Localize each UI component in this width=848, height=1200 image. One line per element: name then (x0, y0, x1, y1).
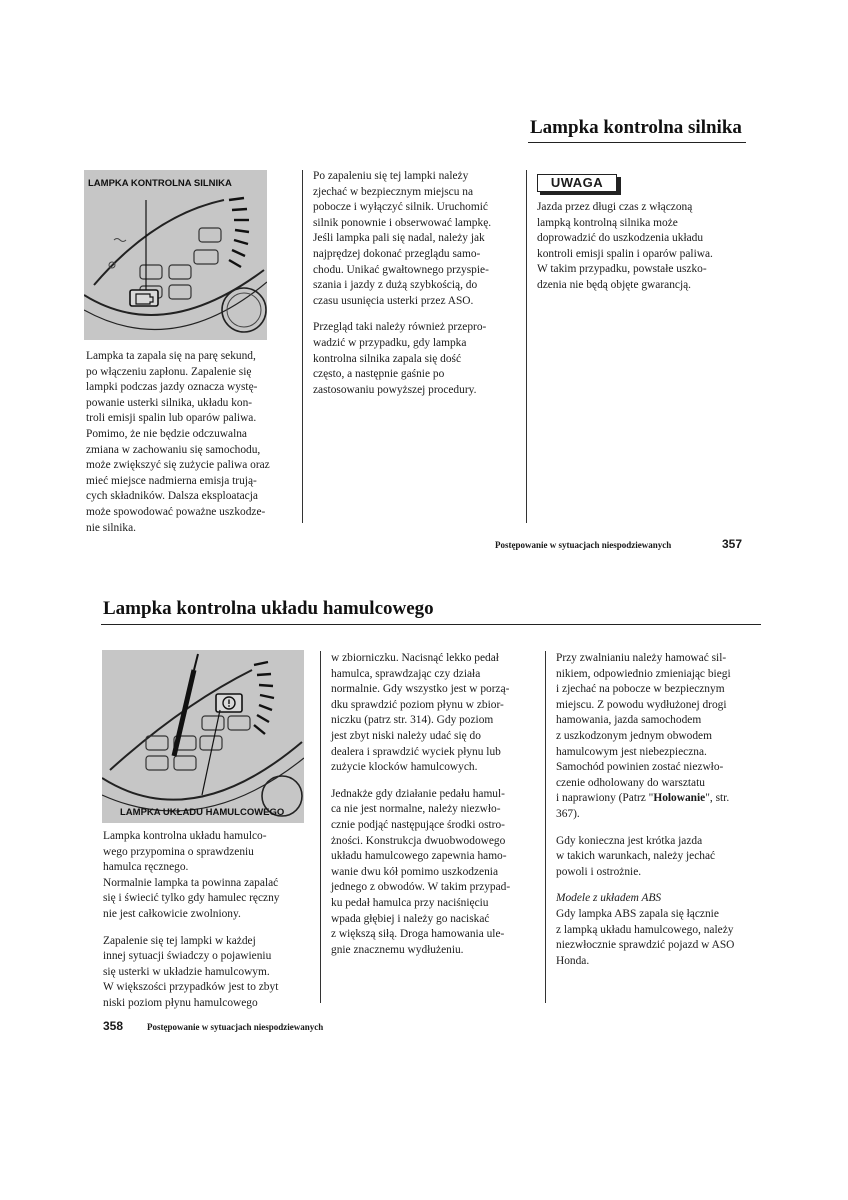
brake-paragraph-5 (556, 651, 768, 823)
page-number: 357 (722, 537, 743, 551)
column-divider (545, 651, 546, 1003)
title-rule (528, 142, 746, 143)
engine-lamp-description (86, 349, 298, 547)
column-divider (526, 170, 527, 523)
page-number: 358 (103, 1019, 124, 1033)
column-divider (320, 651, 321, 1003)
instructions-paragraph-2: Przegląd taki należy również przepro- wadzić w przypadku, gdy lampka kontrolna silnika zapala się dość często, a następnie gaśnie po zastosowaniu powyższej procedury. (313, 321, 487, 396)
figure-label: LAMPKA UKŁADU HAMULCOWEGO (120, 807, 285, 818)
abs-subheading: Modele z układem ABS (556, 892, 662, 905)
page-title-brake: Lampka kontrolna układu hamulcowego (103, 598, 434, 619)
engine-lamp-instructions (313, 169, 525, 409)
brake-paragraph-2: Zapalenie się tej lampki w każdej innej sytuacji świadczy o pojawieniu się usterki w układzie hamulcowym. W większości przypadków jest to zbyt niski poziom płynu hamulcowego (103, 934, 279, 1009)
brake-lamp-figure (102, 650, 304, 823)
brake-paragraph-3: w zbiorniczku. Nacisnąć lekko pedał hamulca, sprawdzając czy działa normalnie. Gdy wszystko jest w porzą- dku sprawdzić poziom płynu w zbior- niczku (patrz str. 314). Gdy poziom jest zbyt niski należy udać się do dealera i sprawdzić wyciek płynu lub zużycie klocków hamulcowych. (331, 652, 510, 774)
warning-label: UWAGA (537, 174, 617, 192)
warning-text: Jazda przez długi czas z włączoną lampką kontrolną silnika może doprowadzić do uszkodzenia układu kontroli emisji spalin i oparów paliwa. W takim przypadku, powstałe uszko- dzenia nie będą objęte gwarancją. (537, 201, 713, 291)
title-rule (101, 624, 761, 625)
brake-instructions (331, 651, 543, 969)
footer-section-name: Postępowanie w sytuacjach niespodziewanych (495, 540, 672, 550)
figure-label: LAMPKA KONTROLNA SILNIKA (88, 178, 232, 189)
brake-paragraph-7: Gdy lampka ABS zapala się łącznie z lampką układu hamulcowego, należy niezwłocznie sprawdzić pojazd w ASO Honda. (556, 907, 735, 967)
instrument-cluster-drawing (84, 170, 267, 340)
towing-text-a: Przy zwalnianiu należy hamować sil- nikiem, odpowiednio zmieniając biegi i zjechać na pobocze w bezpiecznym miejscu. Z powodu wydłużonej drogi hamowania, jazda samochodem z uszkodzonym jednym obwodem hamulcowym jest niebezpieczna. Samochód powinien zostać niezwło- czenie odholowany do warsztatu i naprawiony (Patrz " (556, 652, 731, 805)
instructions-paragraph-1: Po zapaleniu się tej lampki należy zjechać w bezpiecznym miejscu na pobocze i wyłączyć silnik. Uruchomić silnik ponownie i obserwować lampkę. Jeśli lampka pali się nadal, należy jak najprędzej dokonać przeglądu samo- chodu. Unikać gwałtownego przyspie- szania i jazdy z dużą szybkością, do czasu usunięcia usterki przez ASO. (313, 170, 492, 307)
brake-paragraph-6: Gdy konieczna jest krótka jazda w takich warunkach, należy jechać powoli i ostrożnie. (556, 834, 716, 878)
engine-lamp-figure (84, 170, 267, 340)
brake-actions (556, 651, 768, 980)
column-divider (302, 170, 303, 523)
towing-text-b: ", str. 367). (556, 792, 730, 820)
brake-paragraph-4: Jednakże gdy działanie pedału hamul- ca nie jest normalne, należy niezwło- cznie podjąć następujące środki ostro- żności. Konstrukcja dwuobwodowego układu hamulcowego zapewnia hamo- wanie dwu kół pomimo uszkodzenia jednego z obwodów. W takim przypad- ku pedał hamulca przy naciśnięciu wpada głębiej i należy go naciskać z większą siłą. Droga hamowania ule- gnie znacznemu wydłużeniu. (331, 787, 511, 956)
footer-section-name: Postępowanie w sytuacjach niespodziewanych (147, 1022, 324, 1032)
page-title-engine: Lampka kontrolna silnika (530, 117, 742, 138)
brake-paragraph-1: Lampka kontrolna układu hamulco- wego przypomina o sprawdzeniu hamulca ręcznego. Normalnie lampka ta powinna zapalać się i świecić tylko gdy hamulec ręczny nie jest całkowicie zwolniony. (103, 830, 280, 920)
warning-text-block (537, 200, 749, 305)
towing-reference: Holowanie (653, 792, 706, 805)
instrument-cluster-drawing (102, 650, 304, 823)
engine-lamp-text: Lampka ta zapala się na parę sekund, po włączeniu zapłonu. Zapalenie się lampki podczas jazdy oznacza wystę- powanie usterki silnika, układu kon- troli emisji spalin lub oparów paliwa. Pomimo, że nie będzie odczuwalna zmiana w zachowaniu się samochodu, może zwiększyć się zużycie paliwa oraz mieć miejsce nadmierna emisja trują- cych składników. Dalsza eksploatacja może spowodować poważne uszkodze- nie silnika. (86, 350, 270, 534)
brake-lamp-description (103, 829, 315, 1023)
